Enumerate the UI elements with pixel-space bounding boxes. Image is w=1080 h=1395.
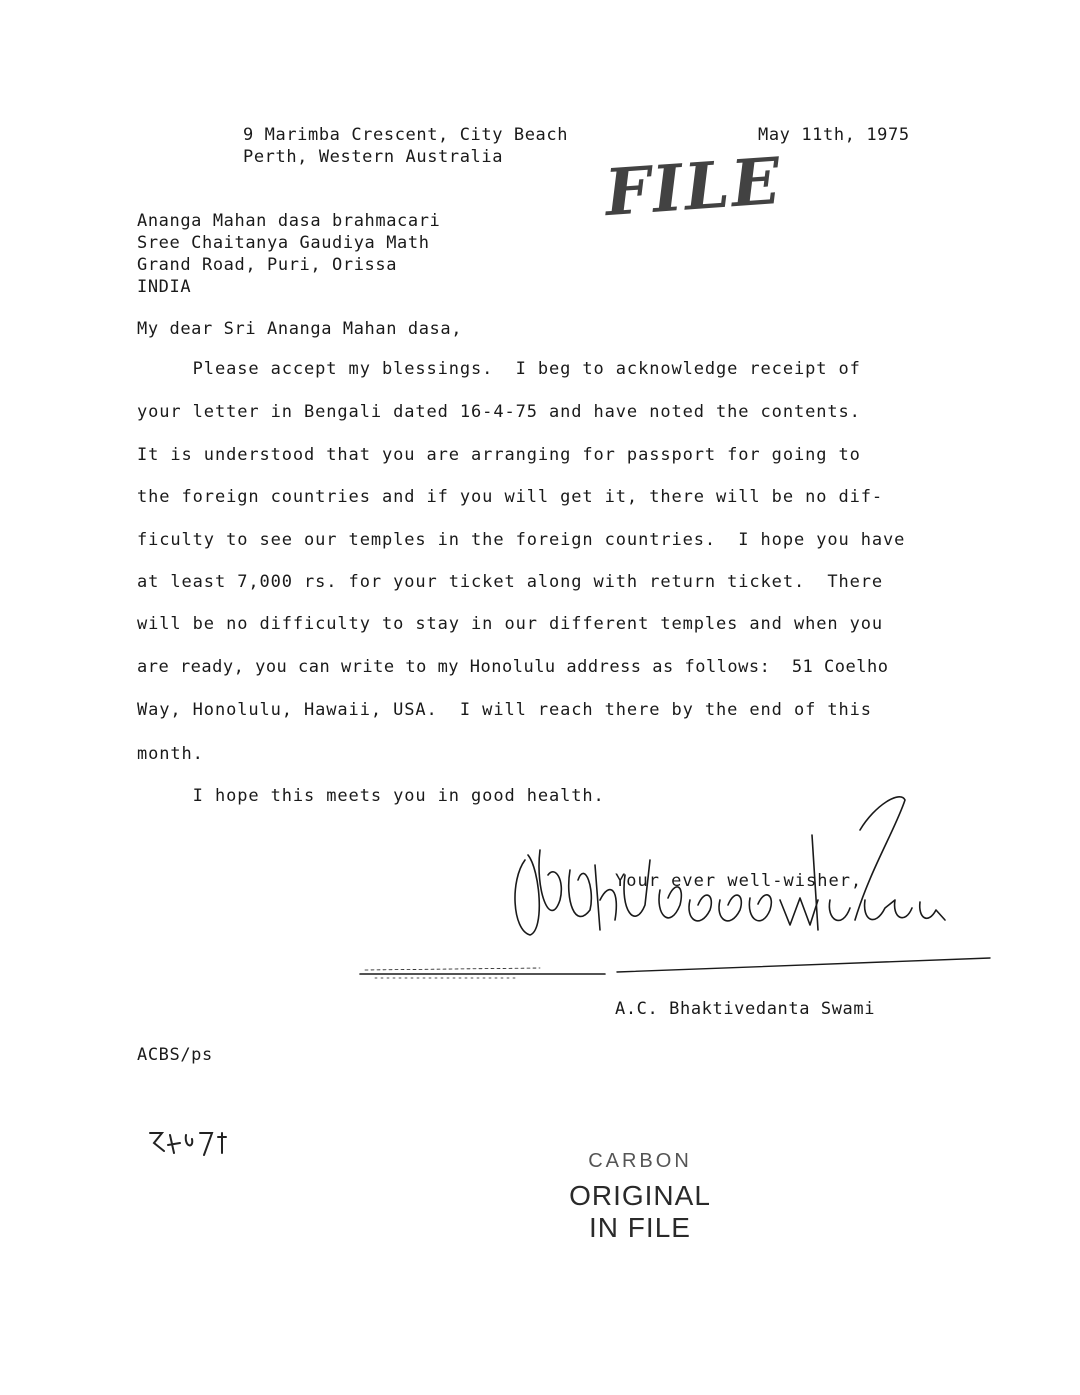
body-line: are ready, you can write to my Honolulu address as follows: 51 Coelho xyxy=(137,657,889,677)
body-line: Please accept my blessings. I beg to acknowledge receipt of xyxy=(137,359,861,379)
body-line: at least 7,000 rs. for your ticket along with return ticket. There xyxy=(137,572,884,592)
salutation: My dear Sri Ananga Mahan dasa, xyxy=(137,319,463,339)
carbon-stamp xyxy=(560,1148,720,1244)
recipient-line-1: Ananga Mahan dasa brahmacari xyxy=(137,211,441,231)
typist-initials: ACBS/ps xyxy=(137,1045,213,1065)
recipient-line-3: Grand Road, Puri, Orissa xyxy=(137,255,398,275)
sender-address-line-2: Perth, Western Australia xyxy=(243,147,504,167)
body-line: the foreign countries and if you will get it, there will be no dif- xyxy=(137,487,884,507)
sender-address-line-1: 9 Marimba Crescent, City Beach xyxy=(243,125,569,145)
recipient-line-2: Sree Chaitanya Gaudiya Math xyxy=(137,233,430,253)
carbon-stamp-line-2: ORIGINAL xyxy=(569,1180,711,1211)
body-line: I hope this meets you in good health. xyxy=(137,786,605,806)
body-line: Way, Honolulu, Hawaii, USA. I will reach there by the end of this xyxy=(137,700,872,720)
carbon-stamp-line-3: IN FILE xyxy=(589,1212,691,1243)
signatory-name: A.C. Bhaktivedanta Swami xyxy=(615,999,876,1019)
body-line: It is understood that you are arranging for passport for going to xyxy=(137,445,861,465)
filing-mark xyxy=(140,1125,240,1165)
signature-rule xyxy=(355,950,995,986)
body-line: month. xyxy=(137,744,204,764)
body-line: your letter in Bengali dated 16-4-75 and have noted the contents. xyxy=(137,402,861,422)
body-line: ficulty to see our temples in the foreign countries. I hope you have xyxy=(137,530,906,550)
handwritten-signature xyxy=(500,780,960,950)
recipient-line-4: INDIA xyxy=(137,277,192,297)
body-line: will be no difficulty to stay in our different temples and when you xyxy=(137,614,884,634)
carbon-stamp-line-1: CARBON xyxy=(588,1150,692,1172)
closing-text: Your ever well-wisher, xyxy=(615,871,863,891)
letter-date: May 11th, 1975 xyxy=(758,125,910,145)
file-stamp: FILE xyxy=(602,143,785,232)
